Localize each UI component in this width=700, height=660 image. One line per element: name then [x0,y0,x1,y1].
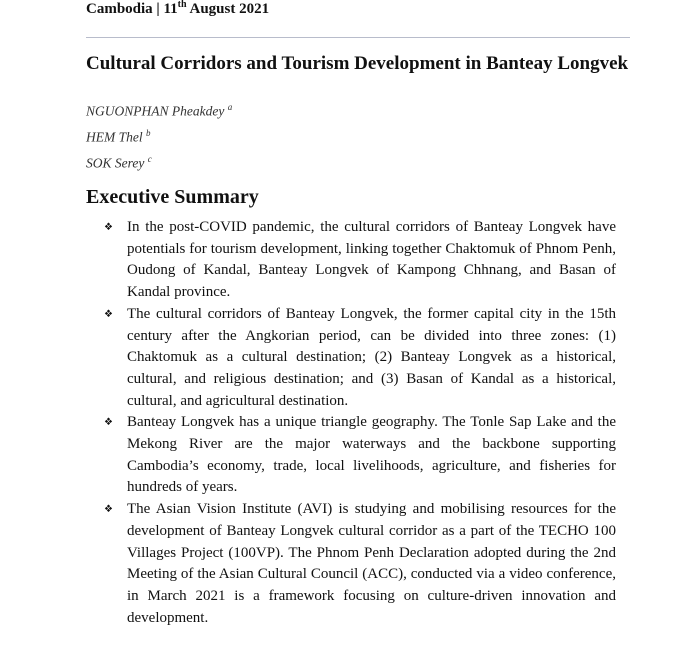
bullet-text: Banteay Longvek has a unique triangle geography. The Tonle Sap Lake and the Mekong River are the major waterways and the backbone supporting Cambodia’s economy, trade, local livelihoods, agriculture, and fisheries for hundreds of years. [127,414,616,496]
diamond-bullet-icon: ❖ [104,417,113,429]
list-item [104,412,616,499]
author-list [86,97,232,175]
section-heading: Executive Summary [86,186,259,208]
diamond-bullet-icon: ❖ [104,504,113,516]
author-affiliation: a [227,102,233,112]
author [86,123,232,149]
header-location-date: Cambodia | 11 [86,1,178,17]
list-item [104,499,616,629]
author-affiliation: c [147,154,152,164]
author-name: HEM Thel [86,129,143,145]
author-affiliation: b [146,128,151,138]
summary-bullet-list [104,217,616,629]
diamond-bullet-icon: ❖ [104,308,113,320]
author-name: NGUONPHAN Pheakdey [86,103,225,119]
page-header [86,0,269,18]
diamond-bullet-icon: ❖ [104,222,113,233]
list-item [104,217,616,304]
author [86,149,232,175]
bullet-text: The cultural corridors of Banteay Longvek, the former capital city in the 15th century after the Angkorian period, can be divided into three zones: (1) Chaktomuk as a cultural destination; (2) Banteay Longvek as a historical, cultural, and religious destination; and (3) Basan of Kandal as a historical, cultural, and agricultural destination. [127,305,616,409]
header-divider [86,37,630,38]
author-name: SOK Serey [86,155,145,171]
document-title: Cultural Corridors and Tourism Development in Banteay Longvek [86,53,629,74]
header-month-year: August 2021 [186,1,270,17]
bullet-text: In the post-COVID pandemic, the cultural corridors of Banteay Longvek have potentials for tourism development, linking together Chaktomuk of Phnom Penh, Oudong of Kandal, Banteay Longvek of Kampong Chhnang, and Basan of Kandal province. [127,219,616,301]
list-item [104,304,616,413]
author [86,97,232,123]
bullet-text: The Asian Vision Institute (AVI) is studying and mobilising resources for the development of Banteay Longvek cultural corridor as a part of the TECHO 100 Villages Project (100VP). The Phnom Penh Declaration adopted during the 2nd Meeting of the Asian Cultural Council (ACC), conducted via a video conference, in March 2021 is a framework focusing on culture-driven innovation and development. [127,501,616,626]
date-ordinal-suffix: th [177,0,187,10]
